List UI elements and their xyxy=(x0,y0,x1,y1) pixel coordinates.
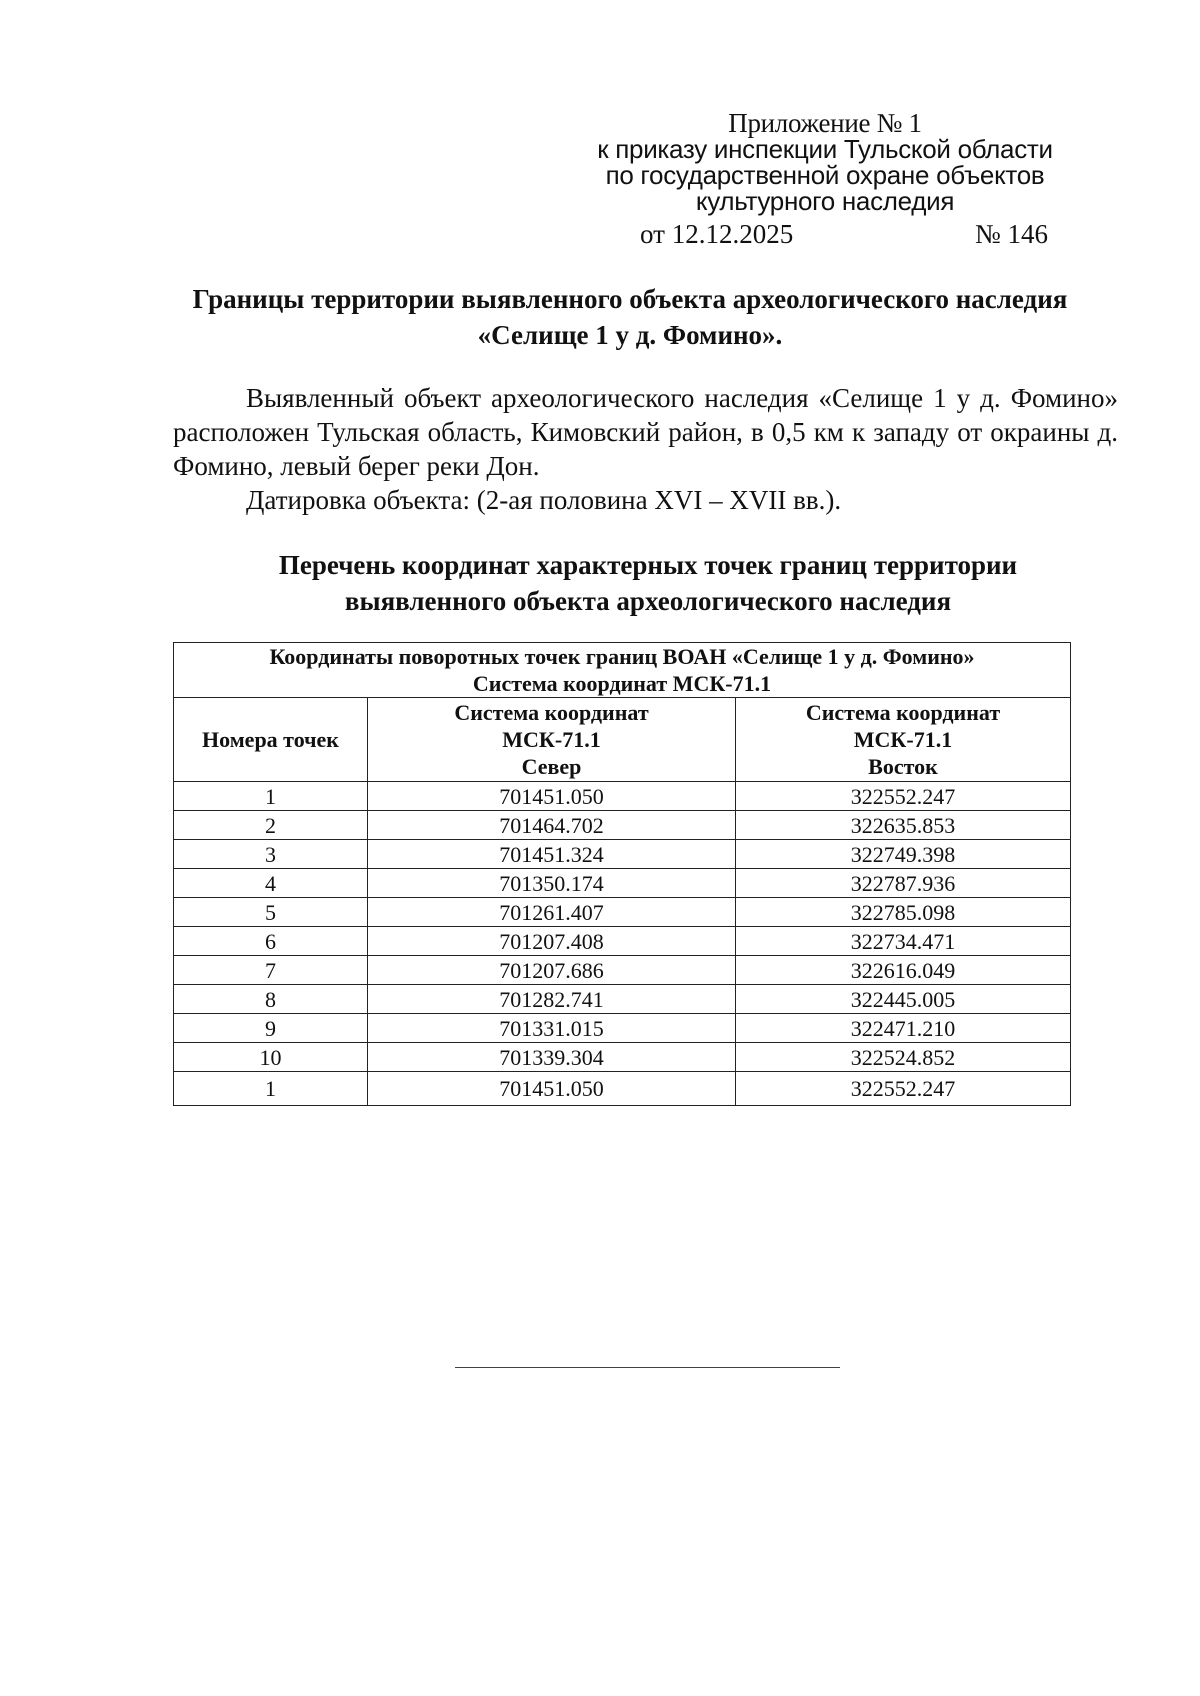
east-coordinate-cell: 322445.005 xyxy=(736,985,1071,1014)
north-coordinate-cell: 701339.304 xyxy=(368,1043,736,1072)
end-divider-line xyxy=(455,1367,840,1368)
point-number-cell: 10 xyxy=(174,1043,368,1072)
order-date: от 12.12.2025 xyxy=(640,219,794,249)
point-number-cell: 9 xyxy=(174,1014,368,1043)
table-row xyxy=(174,956,1071,985)
header-east-line-3: Восток xyxy=(868,754,938,779)
appendix-line-1: Приложение № 1 xyxy=(728,108,922,138)
title-line-2: «Селище 1 у д. Фомино». xyxy=(477,320,783,350)
east-coordinate-cell: 322785.098 xyxy=(736,898,1071,927)
north-coordinate-cell: 701207.686 xyxy=(368,956,736,985)
table-caption-line-1: Координаты поворотных точек границ ВОАН «Селище 1 у д. Фомино» xyxy=(269,644,975,669)
point-number-cell: 1 xyxy=(174,1072,368,1106)
north-coordinate-cell: 701207.408 xyxy=(368,927,736,956)
table-caption-line-2: Система координат МСК-71.1 xyxy=(472,671,772,696)
east-coordinate-cell: 322734.471 xyxy=(736,927,1071,956)
subtitle-line-1: Перечень координат характерных точек границ территории xyxy=(278,550,1018,580)
order-number: № 146 xyxy=(975,219,1049,249)
appendix-line-3: по государственной охране объектов xyxy=(605,160,1045,190)
header-east xyxy=(736,698,1071,782)
east-coordinate-cell: 322552.247 xyxy=(736,1072,1071,1106)
north-coordinate-cell: 701451.050 xyxy=(368,1072,736,1106)
east-coordinate-cell: 322635.853 xyxy=(736,811,1071,840)
point-number-cell: 2 xyxy=(174,811,368,840)
point-number-cell: 6 xyxy=(174,927,368,956)
table-row xyxy=(174,869,1071,898)
table-row xyxy=(174,985,1071,1014)
appendix-line-2: к приказу инспекции Тульской области xyxy=(597,134,1053,164)
point-number-cell: 3 xyxy=(174,840,368,869)
point-number-cell: 5 xyxy=(174,898,368,927)
order-date-row xyxy=(640,218,1060,250)
north-coordinate-cell: 701464.702 xyxy=(368,811,736,840)
table-row xyxy=(174,811,1071,840)
table-caption xyxy=(174,643,1071,698)
point-number-cell: 7 xyxy=(174,956,368,985)
north-coordinate-cell: 701350.174 xyxy=(368,869,736,898)
north-coordinate-cell: 701261.407 xyxy=(368,898,736,927)
header-north-line-1: Система координат xyxy=(454,700,649,725)
table-row xyxy=(174,840,1071,869)
header-north-line-3: Север xyxy=(521,754,582,779)
north-coordinate-cell: 701451.324 xyxy=(368,840,736,869)
table-row xyxy=(174,898,1071,927)
header-points xyxy=(174,698,368,782)
dating-paragraph: Датировка объекта: (2-ая половина XVI – XVII вв.). xyxy=(246,485,842,515)
table-row xyxy=(174,1072,1071,1106)
subtitle-line-2: выявленного объекта археологического наследия xyxy=(344,586,952,616)
description-paragraph: Выявленный объект археологического наследия «Селище 1 у д. Фомино» расположен Тульская область, Кимовский район, в 0,5 км к западу от окраины д. Фомино, левый берег реки Дон. xyxy=(173,383,1118,481)
appendix-line-4: культурного наследия xyxy=(695,186,955,216)
appendix-header xyxy=(560,110,1090,214)
east-coordinate-cell: 322787.936 xyxy=(736,869,1071,898)
north-coordinate-cell: 701331.015 xyxy=(368,1014,736,1043)
description-block xyxy=(173,381,1118,517)
header-east-line-1: Система координат xyxy=(805,700,1001,725)
point-number-cell: 8 xyxy=(174,985,368,1014)
header-points-label: Номера точек xyxy=(202,727,339,752)
document-title xyxy=(120,281,1140,353)
table-row xyxy=(174,927,1071,956)
title-line-1: Границы территории выявленного объекта археологического наследия xyxy=(192,284,1068,314)
north-coordinate-cell: 701282.741 xyxy=(368,985,736,1014)
north-coordinate-cell: 701451.050 xyxy=(368,782,736,811)
east-coordinate-cell: 322616.049 xyxy=(736,956,1071,985)
east-coordinate-cell: 322552.247 xyxy=(736,782,1071,811)
east-coordinate-cell: 322749.398 xyxy=(736,840,1071,869)
east-coordinate-cell: 322471.210 xyxy=(736,1014,1071,1043)
coordinates-list-title xyxy=(173,547,1123,619)
header-east-line-2: МСК-71.1 xyxy=(853,727,953,752)
east-coordinate-cell: 322524.852 xyxy=(736,1043,1071,1072)
table-row xyxy=(174,1014,1071,1043)
point-number-cell: 4 xyxy=(174,869,368,898)
point-number-cell: 1 xyxy=(174,782,368,811)
coordinates-table xyxy=(173,642,1071,1106)
table-row xyxy=(174,782,1071,811)
table-row xyxy=(174,1043,1071,1072)
header-north-line-2: МСК-71.1 xyxy=(502,727,601,752)
header-north xyxy=(368,698,736,782)
